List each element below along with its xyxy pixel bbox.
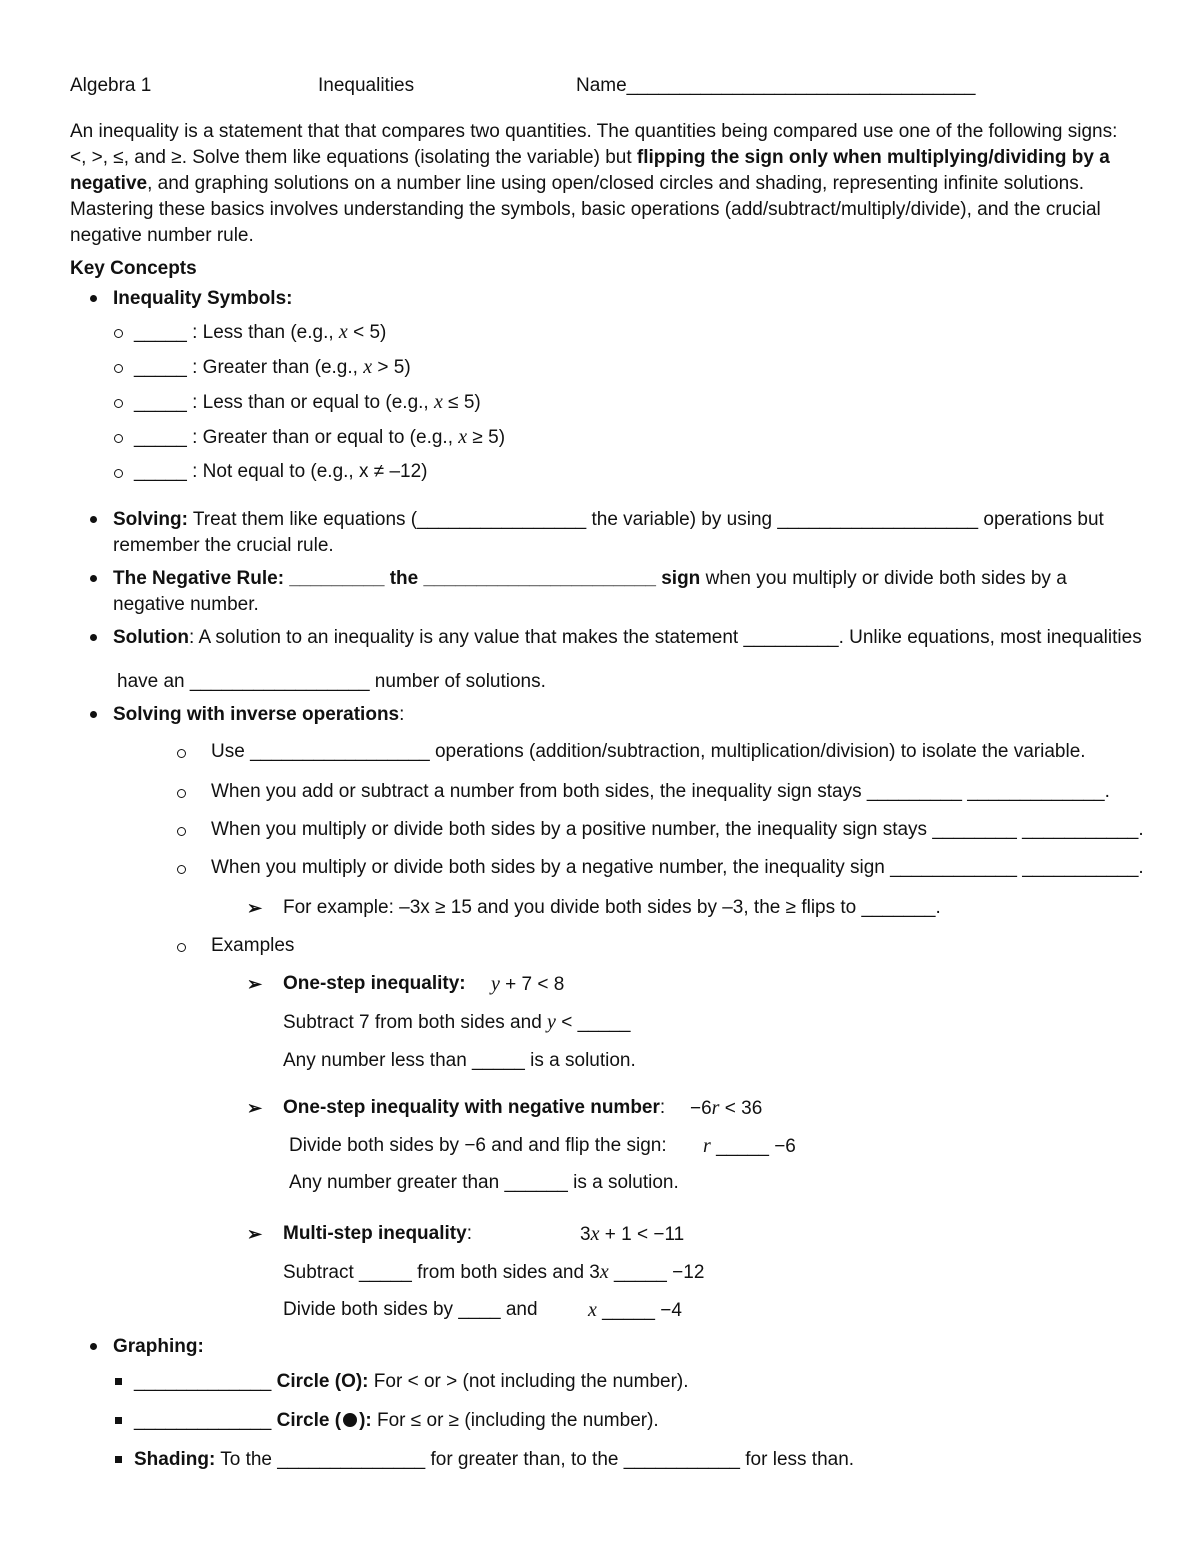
example-3-step-2-result: x _____ −4 <box>588 1299 682 1321</box>
arrow-bullet-icon: ➢ <box>247 1098 263 1118</box>
square-bullet <box>115 1417 122 1424</box>
for-example-line: For example: –3x ≥ 15 and you divide both sides by –3, the ≥ flips to _______. <box>283 897 941 918</box>
symbol-item: _____ : Greater than or equal to (e.g., x ≥ 5) <box>134 426 506 448</box>
arrow-bullet-icon: ➢ <box>247 898 263 918</box>
example-2-label: One-step inequality with negative number: <box>283 1097 666 1118</box>
sub-bullet <box>114 329 123 338</box>
sub-bullet <box>114 364 123 373</box>
solution-line-1: Solution: A solution to an inequality is any value that makes the statement _________. Unlike equations, most inequalities <box>113 627 1142 648</box>
solution-line-2: have an _________________ number of solutions. <box>117 671 546 692</box>
example-3-step-2: Divide both sides by ____ and <box>283 1299 538 1320</box>
inverse-item: When you multiply or divide both sides by a positive number, the inequality sign stays ________ ___________. <box>211 819 1144 840</box>
solving-line-1: Solving: Treat them like equations (________________ the variable) by using ___________________ operations but <box>113 509 1104 530</box>
graphing-heading: Graphing: <box>113 1336 204 1357</box>
course-title: Algebra 1 <box>70 75 152 96</box>
bullet <box>90 516 97 523</box>
symbols-heading: Inequality Symbols: <box>113 288 293 309</box>
symbol-item: _____ : Less than or equal to (e.g., x ≤ 5) <box>134 391 481 413</box>
example-2-step: Divide both sides by −6 and and flip the sign: <box>289 1135 667 1156</box>
sub-bullet <box>177 865 186 874</box>
sub-bullet <box>114 469 123 478</box>
examples-label: Examples <box>211 935 295 956</box>
bullet <box>90 711 97 718</box>
graph-closed-circle: _____________ Circle ( ): For ≤ or ≥ (including the number). <box>134 1410 659 1431</box>
square-bullet <box>115 1378 122 1385</box>
inverse-item: Use _________________ operations (addition/subtraction, multiplication/division) to isolate the variable. <box>211 741 1086 762</box>
bullet <box>90 295 97 302</box>
example-2-equation: −6r < 36 <box>690 1097 763 1119</box>
key-concepts-heading: Key Concepts <box>70 258 197 279</box>
graph-shading: Shading: To the ______________ for greater than, to the ___________ for less than. <box>134 1449 855 1470</box>
example-1-step: Subtract 7 from both sides and y < _____ <box>283 1011 631 1033</box>
sub-bullet <box>114 434 123 443</box>
example-3-equation: 3x + 1 < −11 <box>580 1223 685 1245</box>
filled-circle-icon <box>343 1413 357 1427</box>
example-1-label: One-step inequality: <box>283 973 466 994</box>
example-1-conclusion: Any number less than _____ is a solution. <box>283 1050 636 1071</box>
sub-bullet <box>177 749 186 758</box>
arrow-bullet-icon: ➢ <box>247 974 263 994</box>
symbol-item: _____ : Not equal to (e.g., x ≠ –12) <box>134 461 428 482</box>
graph-open-circle: _____________ Circle (O): For < or > (not including the number). <box>134 1371 689 1392</box>
sub-bullet <box>114 399 123 408</box>
example-2-conclusion: Any number greater than ______ is a solution. <box>289 1172 679 1193</box>
sub-bullet <box>177 827 186 836</box>
intro-paragraph <box>70 119 1130 249</box>
intro-bold: flipping the sign only when multiplying/dividing by a negative <box>70 147 1110 194</box>
sub-bullet <box>177 943 186 952</box>
inverse-item: When you multiply or divide both sides by a negative number, the inequality sign ____________ ___________. <box>211 857 1144 878</box>
bullet <box>90 575 97 582</box>
bullet <box>90 634 97 641</box>
bullet <box>90 1343 97 1350</box>
example-2-step-result: r _____ −6 <box>703 1135 796 1157</box>
negative-rule-line-2: negative number. <box>113 594 259 615</box>
symbol-item: _____ : Less than (e.g., x < 5) <box>134 321 387 343</box>
intro-text-2: , and graphing solutions on a number line using open/closed circles and shading, representing infinite solutions. Mastering these basics involves understanding the symbols, basic operations (add/subtract/multiply/divide), and the crucial negative number rule. <box>70 173 1101 246</box>
inverse-heading: Solving with inverse operations: <box>113 704 405 725</box>
topic-title: Inequalities <box>318 75 415 96</box>
negative-rule-line-1: The Negative Rule: _________ the ______________________ sign when you multiply or divide both sides by a <box>113 568 1067 589</box>
example-3-step-1: Subtract _____ from both sides and 3x _____ −12 <box>283 1261 705 1283</box>
symbol-item: _____ : Greater than (e.g., x > 5) <box>134 356 411 378</box>
example-1-equation: y + 7 < 8 <box>491 973 565 995</box>
square-bullet <box>115 1456 122 1463</box>
example-3-label: Multi-step inequality: <box>283 1223 472 1244</box>
intro-text-1: An inequality is a statement that that compares two quantities. The quantities being compared use one of the following signs: <, >, ≤, and ≥. Solve them like equations (isolating the variable) but <box>70 121 1118 168</box>
sub-bullet <box>177 789 186 798</box>
inverse-item: When you add or subtract a number from both sides, the inequality sign stays _________ _____________. <box>211 781 1110 802</box>
solving-line-2: remember the crucial rule. <box>113 535 334 556</box>
arrow-bullet-icon: ➢ <box>247 1224 263 1244</box>
name-field: Name_________________________________ <box>576 75 976 96</box>
